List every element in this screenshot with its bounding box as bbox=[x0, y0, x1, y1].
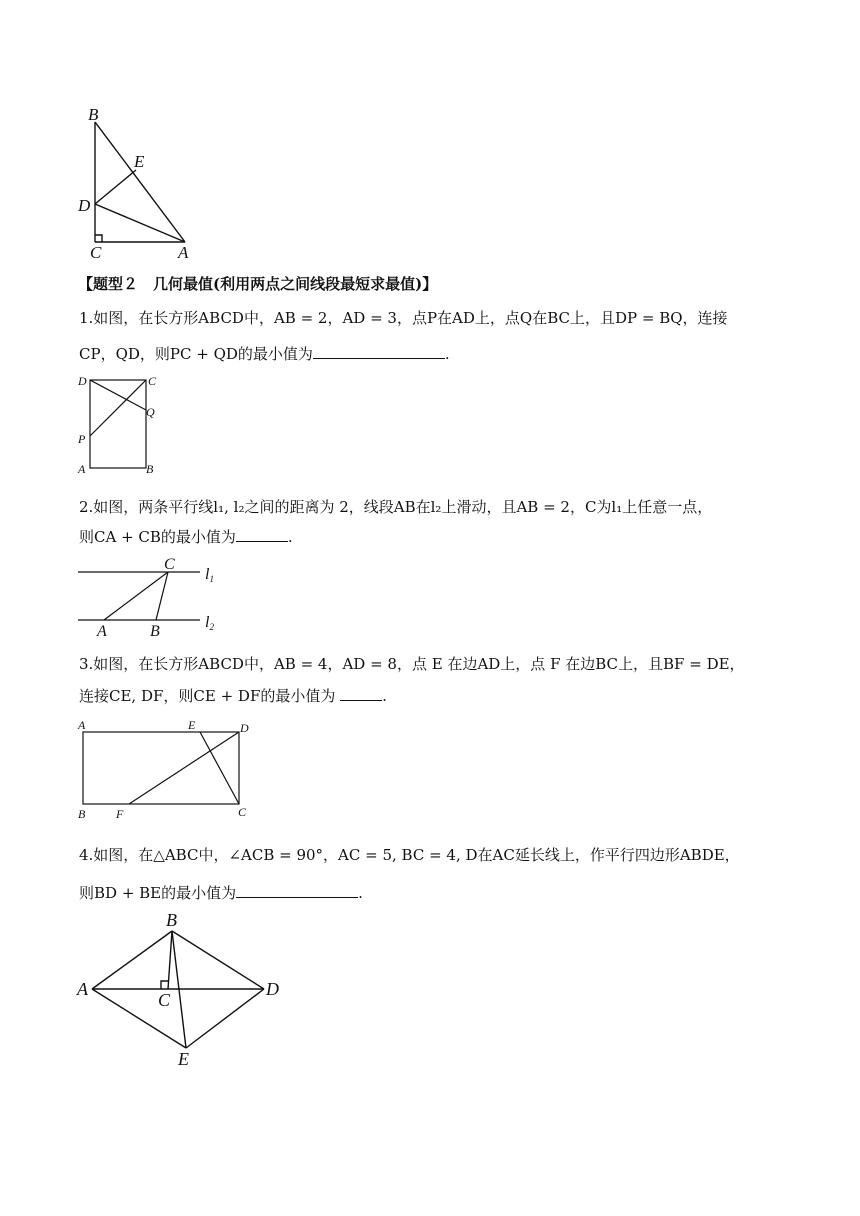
problem-1-line-1: 1.如图，在长方形ABCD中，AB = 2，AD = 3，点P在AD上，点Q在BC上，且DP = BQ，连接 bbox=[79, 309, 728, 327]
label-A: A bbox=[78, 462, 86, 476]
figure-1-rectangle bbox=[76, 370, 166, 476]
label-B: B bbox=[88, 105, 99, 124]
problem-3-line-1: 3.如图，在长方形ABCD中，AB = 4，AD = 8，点 E 在边AD上，点 F 在边BC上，且BF = DE， bbox=[79, 655, 745, 673]
problem-3-text: 连接CE, DF，则CE + DF的最小值为 bbox=[79, 687, 336, 705]
label-D: D bbox=[78, 374, 87, 388]
problem-1-line-2 bbox=[79, 344, 450, 364]
label-C: C bbox=[164, 556, 175, 573]
label-E: E bbox=[178, 1049, 189, 1069]
answer-blank-2[interactable] bbox=[236, 527, 288, 542]
label-B: B bbox=[78, 807, 86, 821]
label-D: D bbox=[240, 721, 249, 735]
problem-2-end: . bbox=[287, 528, 293, 546]
label-A: A bbox=[178, 243, 189, 262]
label-A: A bbox=[97, 623, 107, 640]
label-B: B bbox=[150, 623, 160, 640]
label-A: A bbox=[78, 718, 86, 732]
label-A: A bbox=[77, 979, 88, 999]
problem-2-text: 则CA + CB的最小值为 bbox=[79, 528, 236, 546]
answer-blank-3[interactable] bbox=[340, 686, 382, 701]
problem-3-end: . bbox=[382, 687, 387, 705]
label-B: B bbox=[166, 910, 177, 930]
answer-blank-4[interactable] bbox=[236, 883, 358, 898]
problem-4-end: . bbox=[358, 884, 363, 902]
problem-4-text: 则BD + BE的最小值为 bbox=[79, 884, 237, 902]
label-C: C bbox=[90, 243, 102, 262]
label-C: C bbox=[158, 990, 171, 1010]
label-l1: l1 bbox=[205, 566, 214, 584]
problem-2-line-1: 2.如图，两条平行线l₁, l₂之间的距离为 2，线段AB在l₂上滑动，且AB = 2，C为l₁上任意一点， bbox=[79, 498, 713, 516]
label-E: E bbox=[188, 718, 196, 732]
figure-4-parallelogram bbox=[74, 906, 294, 1070]
label-C: C bbox=[148, 374, 157, 388]
figure-2-parallel-lines bbox=[74, 552, 234, 642]
problem-1-end: . bbox=[444, 345, 450, 363]
problem-4-line-2 bbox=[79, 883, 363, 903]
label-B: B bbox=[146, 462, 154, 476]
problem-4-line-1: 4.如图，在△ABC中，∠ACB = 90°，AC = 5, BC = 4, D在AC延长线上，作平行四边形ABDE， bbox=[79, 846, 740, 864]
section-title: 【题型２ 几何最值(利用两点之间线段最短求最值)】 bbox=[78, 275, 438, 293]
label-Q: Q bbox=[146, 405, 155, 419]
answer-blank-1[interactable] bbox=[313, 344, 445, 359]
label-E: E bbox=[134, 152, 145, 171]
label-D: D bbox=[78, 196, 91, 215]
label-C: C bbox=[238, 805, 247, 819]
label-F: F bbox=[116, 807, 124, 821]
figure-right-triangle bbox=[70, 100, 210, 262]
problem-1-text: CP，QD，则PC + QD的最小值为 bbox=[79, 345, 313, 363]
label-D: D bbox=[266, 979, 279, 999]
problem-2-line-2 bbox=[79, 527, 293, 547]
label-P: P bbox=[78, 432, 86, 446]
label-l2: l2 bbox=[205, 614, 214, 632]
figure-3-rectangle bbox=[74, 716, 260, 824]
problem-3-line-2 bbox=[79, 686, 387, 706]
